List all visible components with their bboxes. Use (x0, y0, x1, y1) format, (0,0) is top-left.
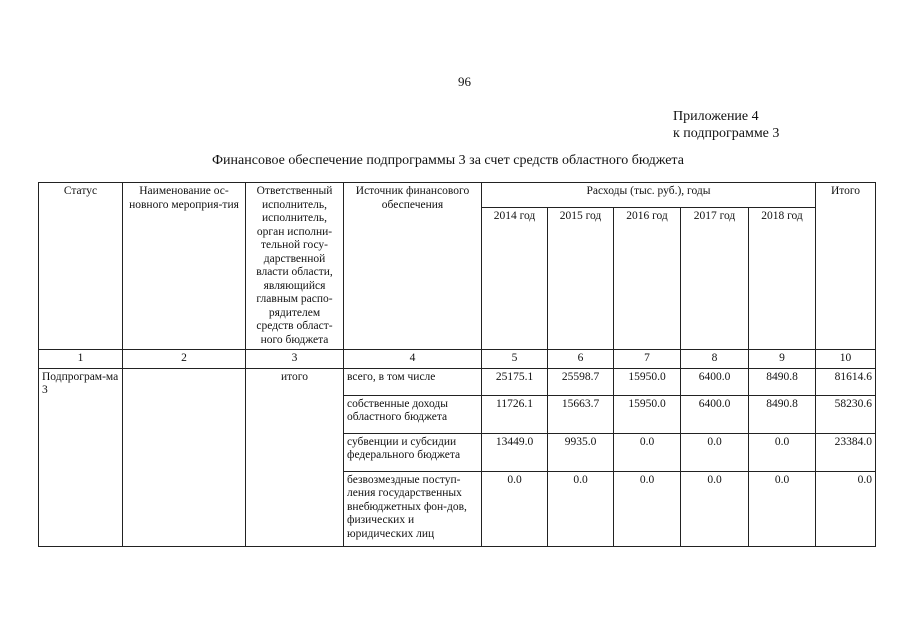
total-cell: 58230.6 (816, 395, 876, 433)
source-cell: субвенции и субсидии федерального бюджета (344, 433, 482, 471)
source-cell: безвозмездные поступ-ления государственных внебюджетных фон-дов, физических и юридических лиц (344, 471, 482, 546)
header-year-2014: 2014 год (482, 208, 548, 350)
header-executor: Ответственный исполнитель, исполнитель, орган исполни-тельной госу-дарственной власти области, являющийся главным распо-рядителем средств област-ного бюджета (246, 183, 344, 350)
value-cell: 0.0 (614, 471, 681, 546)
total-cell: 0.0 (816, 471, 876, 546)
page-number: 96 (458, 74, 471, 89)
header-status: Статус (39, 183, 123, 350)
value-cell: 0.0 (749, 471, 816, 546)
total-cell: 23384.0 (816, 433, 876, 471)
value-cell: 15950.0 (614, 395, 681, 433)
value-cell: 25175.1 (482, 368, 548, 395)
header-year-2015: 2015 год (548, 208, 614, 350)
value-cell: 6400.0 (681, 368, 749, 395)
value-cell: 13449.0 (482, 433, 548, 471)
header-total: Итого (816, 183, 876, 350)
appendix-line-2: к подпрограмме 3 (673, 126, 780, 141)
appendix-note (673, 108, 779, 142)
column-number: 6 (548, 350, 614, 369)
header-activity: Наименование ос-новного мероприя-тия (123, 183, 246, 350)
financing-table (38, 182, 876, 547)
header-source: Источник финансового обеспечения (344, 183, 482, 350)
source-cell: всего, в том числе (344, 368, 482, 395)
value-cell: 8490.8 (749, 368, 816, 395)
value-cell: 0.0 (614, 433, 681, 471)
column-number: 4 (344, 350, 482, 369)
column-number: 5 (482, 350, 548, 369)
column-number: 10 (816, 350, 876, 369)
value-cell: 0.0 (749, 433, 816, 471)
value-cell: 15663.7 (548, 395, 614, 433)
column-number: 9 (749, 350, 816, 369)
column-number: 3 (246, 350, 344, 369)
value-cell: 8490.8 (749, 395, 816, 433)
value-cell: 0.0 (482, 471, 548, 546)
value-cell: 6400.0 (681, 395, 749, 433)
header-expenses: Расходы (тыс. руб.), годы (482, 183, 816, 208)
value-cell: 0.0 (681, 471, 749, 546)
appendix-line-1: Приложение 4 (673, 109, 759, 124)
status-cell: Подпрограм-ма 3 (39, 368, 123, 546)
column-number: 1 (39, 350, 123, 369)
value-cell: 11726.1 (482, 395, 548, 433)
value-cell: 25598.7 (548, 368, 614, 395)
activity-cell (123, 368, 246, 546)
column-number: 8 (681, 350, 749, 369)
value-cell: 9935.0 (548, 433, 614, 471)
executor-cell: итого (246, 368, 344, 546)
header-year-2016: 2016 год (614, 208, 681, 350)
header-year-2017: 2017 год (681, 208, 749, 350)
document-title: Финансовое обеспечение подпрограммы 3 за счет средств областного бюджета (212, 153, 684, 168)
column-number: 7 (614, 350, 681, 369)
table-row (39, 368, 876, 395)
column-number: 2 (123, 350, 246, 369)
source-cell: собственные доходы областного бюджета (344, 395, 482, 433)
header-year-2018: 2018 год (749, 208, 816, 350)
column-number-row (39, 350, 876, 369)
value-cell: 15950.0 (614, 368, 681, 395)
value-cell: 0.0 (548, 471, 614, 546)
value-cell: 0.0 (681, 433, 749, 471)
total-cell: 81614.6 (816, 368, 876, 395)
